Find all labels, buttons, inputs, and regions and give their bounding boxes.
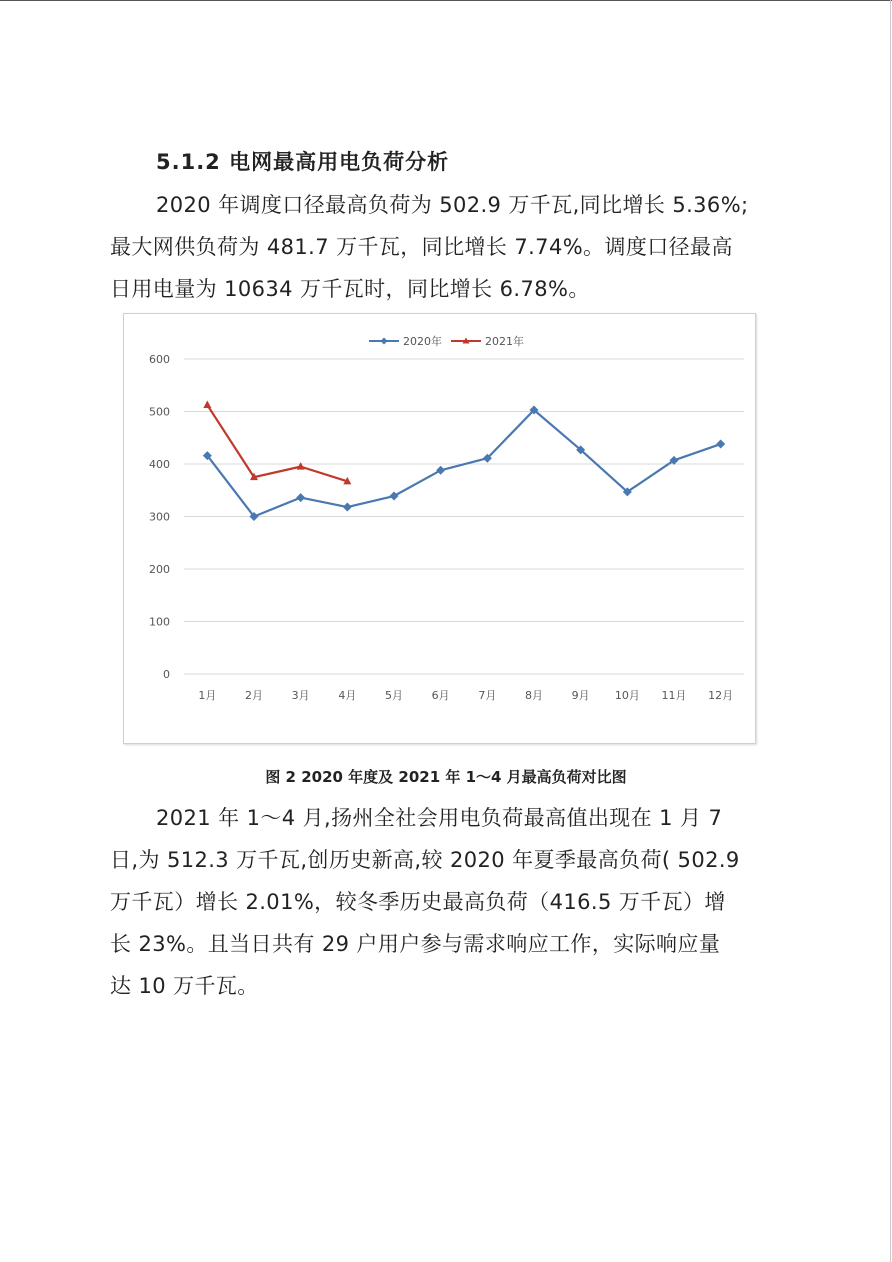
series-line	[207, 410, 720, 517]
chart-canvas	[124, 314, 755, 743]
paragraph-load-summary	[110, 184, 770, 310]
data-point	[390, 492, 399, 501]
paragraph-line: 2020 年调度口径最高负荷为 502.9 万千瓦,同比增长 5.36%;	[156, 193, 749, 217]
x-tick-label: 1月	[198, 689, 217, 702]
paragraph-line: 2021 年 1～4 月,扬州全社会用电负荷最高值出现在 1 月 7	[156, 806, 723, 830]
data-point	[716, 440, 725, 449]
legend-label: 2020年	[403, 335, 442, 348]
y-tick-label: 200	[149, 563, 170, 576]
data-point	[297, 462, 305, 470]
x-tick-label: 4月	[338, 689, 357, 702]
x-tick-label: 10月	[614, 689, 640, 702]
legend-label: 2021年	[485, 335, 524, 348]
page-top-rule	[0, 0, 892, 1]
paragraph-line: 万千瓦）增长 2.01%，较冬季历史最高负荷（416.5 万千瓦）增	[110, 890, 726, 914]
x-tick-label: 5月	[385, 689, 403, 702]
paragraph-line: 达 10 万千瓦。	[110, 974, 259, 998]
figure-caption: 图 2 2020 年度及 2021 年 1～4 月最高负荷对比图	[265, 768, 627, 786]
x-tick-label: 11月	[661, 689, 687, 702]
x-tick-label: 2月	[245, 689, 263, 702]
data-point	[296, 493, 305, 502]
data-point	[203, 401, 211, 409]
x-tick-label: 8月	[525, 689, 543, 702]
y-tick-label: 100	[149, 615, 170, 629]
paragraph-line: 日用电量为 10634 万千瓦时，同比增长 6.78%。	[110, 277, 590, 301]
x-tick-label: 6月	[431, 689, 450, 702]
x-tick-label: 12月	[708, 689, 734, 702]
paragraph-line: 日,为 512.3 万千瓦,创历史新高,较 2020 年夏季最高负荷( 502.9	[110, 848, 740, 872]
x-tick-label: 9月	[571, 689, 590, 702]
paragraph-record-load	[110, 797, 770, 1007]
data-point	[343, 503, 352, 512]
load-comparison-chart	[123, 313, 756, 744]
section-heading: 5.1.2 电网最高用电负荷分析	[156, 150, 450, 174]
y-tick-label: 400	[149, 458, 170, 471]
data-point	[436, 466, 445, 475]
paragraph-line: 长 23%。且当日共有 29 户用户参与需求响应工作，实际响应量	[110, 932, 721, 956]
series-line	[207, 405, 347, 481]
y-tick-label: 0	[163, 668, 170, 681]
y-tick-label: 600	[149, 353, 170, 366]
y-tick-label: 300	[149, 510, 170, 524]
page-right-rule	[890, 0, 891, 1262]
paragraph-line: 最大网供负荷为 481.7 万千瓦，同比增长 7.74%。调度口径最高	[110, 235, 733, 259]
legend-marker	[381, 338, 388, 345]
x-tick-label: 3月	[291, 689, 310, 702]
x-tick-label: 7月	[478, 689, 497, 702]
y-tick-label: 500	[149, 405, 170, 419]
